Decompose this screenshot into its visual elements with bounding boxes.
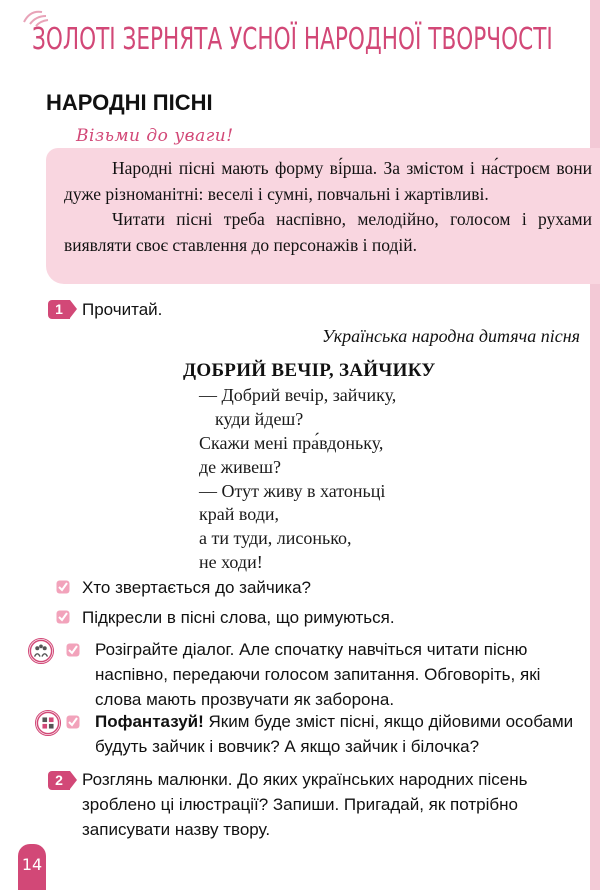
note-paragraph: Народні пісні мають форму ві́рша. За змістом і на́строєм вони дуже різноманітні: веселі і сумні, повчальні і жартівливі.: [64, 158, 592, 204]
task-instruction: Прочитай.: [82, 300, 163, 319]
song-line: де живеш?: [199, 456, 281, 477]
song-line: куди йдеш?: [215, 408, 304, 429]
song-title: ДОБРИЙ ВЕЧІР, ЗАЙЧИКУ: [183, 360, 436, 381]
fantasy-label: Пофантазуй!: [95, 712, 204, 731]
song-line: край води,: [199, 504, 280, 525]
song-line: Скажи мені пра́вдоньку,: [199, 432, 384, 453]
song-lyrics: [199, 384, 396, 575]
fantasy-task: [95, 709, 575, 759]
puzzle-icon: [35, 710, 61, 736]
song-origin: Українська народна дитяча пісня: [322, 326, 580, 346]
check-icon: [56, 610, 70, 624]
section-title: НАРОДНІ ПІСНІ: [46, 90, 213, 115]
song-line: а ти туди, лисонько,: [199, 528, 352, 549]
note-paragraph: Читати пісні треба наспівно, мелодійно, голосом і рухами виявляти своє ставлення до персонажів і подій.: [64, 209, 592, 255]
group-work-icon: [28, 638, 54, 664]
task-number-badge: 2: [48, 771, 70, 790]
page-number: 14: [18, 844, 46, 890]
song-line: не ходи!: [199, 552, 263, 573]
task-number-badge: 1: [48, 300, 70, 319]
question-text: Розіграйте діалог. Але спочатку навчіться читати пісню наспівно, передаючи голосом запитання. Обговоріть, які слова мають прозвучати як заборона.: [95, 640, 541, 709]
fantasy-text: Яким буде зміст пісні, якщо дійовими особами будуть зайчик і вовчик? А якщо зайчик і білочка?: [95, 712, 574, 756]
check-icon: [66, 643, 80, 657]
note-header: Візьми до уваги!: [76, 126, 234, 146]
check-icon: [66, 715, 80, 729]
song-line: — Добрий вечір, зайчику,: [199, 385, 397, 405]
chapter-title: ЗОЛОТІ ЗЕРНЯТА УСНОЇ НАРОДНОЇ ТВОРЧОСТІ: [32, 22, 553, 57]
song-line: — Отут живу в хатоньці: [199, 480, 386, 501]
question-text: Хто звертається до зайчика?: [82, 578, 311, 597]
note-box: [46, 148, 600, 284]
task-instruction: Розглянь малюнки. До яких українських народних пісень зроблено ці ілюстрації? Запиши. Пригадай, як потрібно записувати назву твору.: [82, 770, 528, 839]
page-edge-strip: [590, 0, 600, 890]
question-text: Підкресли в пісні слова, що римуються.: [82, 608, 395, 627]
check-icon: [56, 580, 70, 594]
